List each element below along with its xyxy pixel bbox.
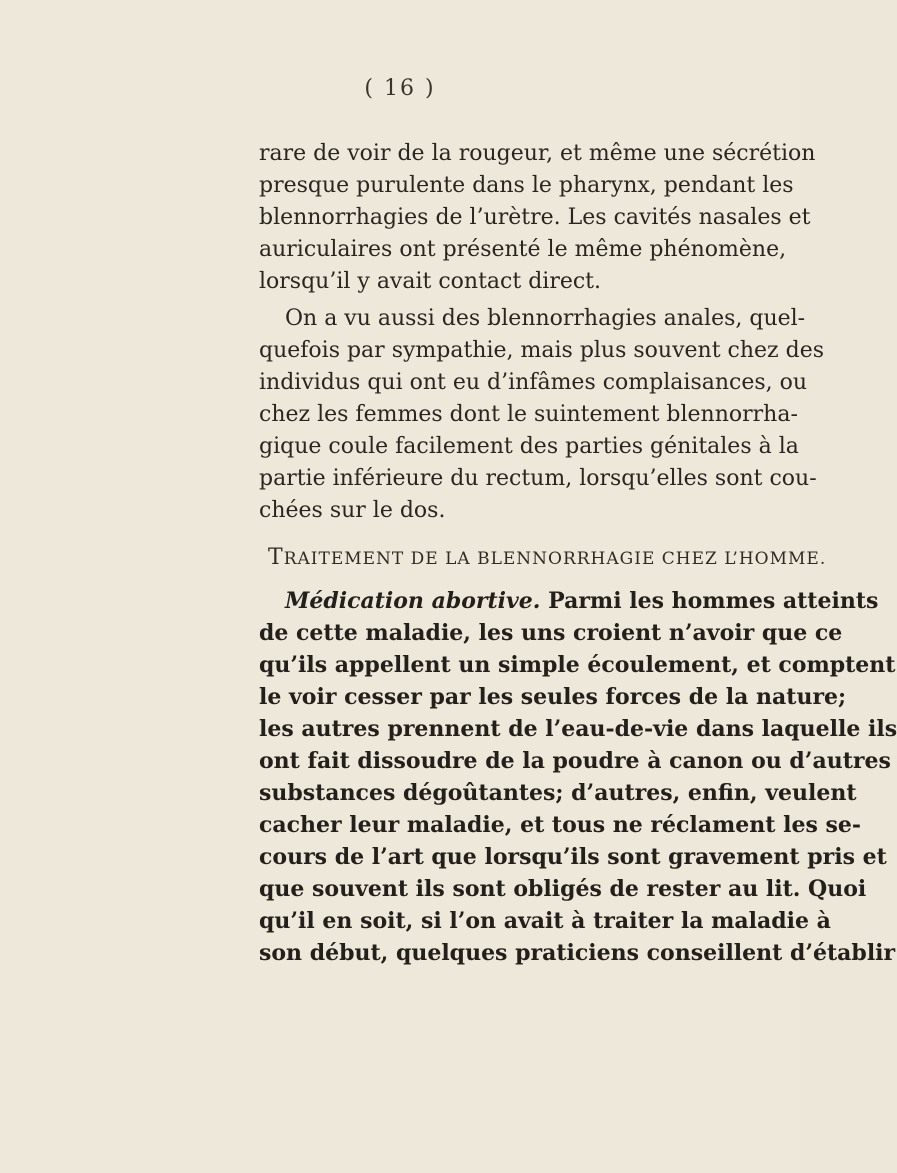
subsection-title: Médication abortive. <box>285 588 541 614</box>
text-line: le voir cesser par les seules forces de la nature; <box>259 684 847 710</box>
text-line: les autres prennent de l’eau-de-vie dans laquelle ils <box>259 716 897 742</box>
section-heading <box>268 545 827 570</box>
text-line: substances dégoûtantes; d’autres, enfin, veulent <box>259 780 857 806</box>
text-line: presque purulente dans le pharynx, pendant les <box>259 173 794 198</box>
text-line: qu’ils appellent un simple écoulement, et comptent <box>259 652 896 678</box>
text-line: que souvent ils sont obligés de rester au lit. Quoi <box>259 876 867 902</box>
text-line: cours de l’art que lorsqu’ils sont gravement pris et <box>259 844 887 870</box>
text-line: individus qui ont eu d’infâmes complaisances, ou <box>259 370 808 395</box>
text-line: On a vu aussi des blennorrhagies anales, quel- <box>285 306 806 331</box>
text-line: gique coule facilement des parties génitales à la <box>259 434 799 459</box>
text-line: quefois par sympathie, mais plus souvent chez des <box>259 338 825 363</box>
text-line: de cette maladie, les uns croient n’avoir que ce <box>259 620 843 646</box>
page-number: ( 16 ) <box>364 76 436 101</box>
text-line: chées sur le dos. <box>259 498 446 523</box>
text-line: son début, quelques praticiens conseillent d’établir <box>259 940 896 966</box>
text-line-first <box>285 588 879 614</box>
heading-text: RAITEMENT DE LA BLENNORRHAGIE CHEZ L’HOMME. <box>283 549 827 569</box>
heading-initial: T <box>268 545 284 570</box>
text-line: qu’il en soit, si l’on avait à traiter la maladie à <box>259 908 831 934</box>
text-line: chez les femmes dont le suintement blennorrha- <box>259 402 798 427</box>
text-line: auriculaires ont présenté le même phénomène, <box>259 237 787 262</box>
text-line: partie inférieure du rectum, lorsqu’elles sont cou- <box>259 466 817 491</box>
text-line: cacher leur maladie, et tous ne réclament les se- <box>259 812 862 838</box>
text-line: rare de voir de la rougeur, et même une sécrétion <box>259 141 816 166</box>
text-line: lorsqu’il y avait contact direct. <box>259 269 602 294</box>
text-line: blennorrhagies de l’urètre. Les cavités nasales et <box>259 205 811 230</box>
first-line-rest: Parmi les hommes atteints <box>548 588 879 614</box>
text-line: ont fait dissoudre de la poudre à canon ou d’autres <box>259 748 891 774</box>
